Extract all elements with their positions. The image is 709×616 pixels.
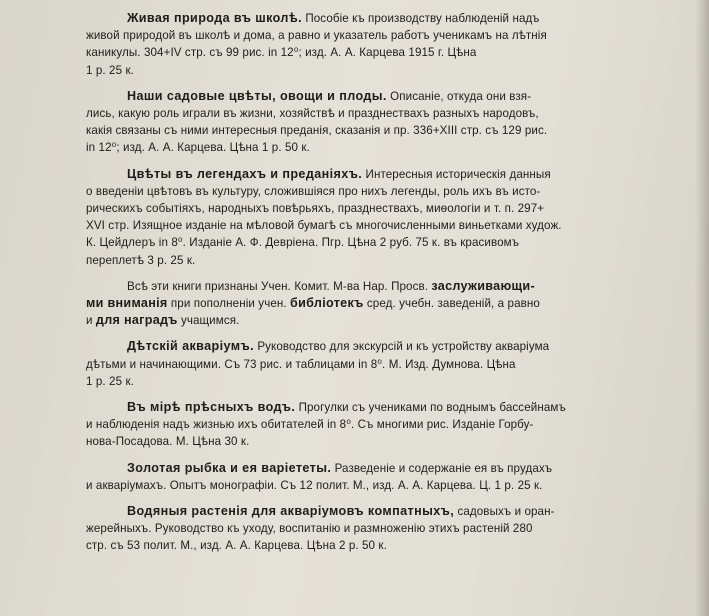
book-entry-detskiy-akvarium — [86, 338, 683, 390]
book-title: Живая природа въ школѣ. — [127, 11, 302, 25]
book-description: рическихъ событіяхъ, народныхъ повѣрьяхъ, празднествахъ, миѳологіи и т. п. 297+ — [86, 202, 545, 216]
book-title: Цвѣты въ легендахъ и преданіяхъ. — [127, 166, 363, 181]
book-description: Разведеніе и содержаніе ея въ прудахъ — [334, 461, 553, 475]
approval-text: сред. учебн. заведеній, а равно — [366, 297, 540, 311]
book-title: Въ мірѣ прѣсныхъ водъ. — [127, 400, 296, 415]
approval-text: и — [86, 314, 93, 328]
book-description: о введеніи цвѣтовъ въ культуру, сложившіяся про нихъ легенды, роль ихъ въ исто- — [86, 184, 541, 198]
approval-emphasis: библіотекъ — [290, 296, 364, 311]
book-description: жерейныхъ. Руководство къ уходу, воспитанію и размноженію этихъ растеній 280 — [86, 522, 533, 536]
approval-text: при пополненіи учен. — [170, 297, 287, 311]
book-description: К. Цейдлеръ in 8⁰. Изданіе А. Ф. Девріена. Пгр. Цѣна 2 руб. 75 к. въ красивомъ — [86, 236, 520, 250]
book-entry-zolotaya-rybka — [86, 460, 683, 494]
book-price: 1 р. 25 к. — [86, 63, 134, 77]
approval-text: Всѣ эти книги признаны Учен. Комит. М-ва Нар. Просв. — [127, 279, 429, 293]
book-price: in 12⁰; изд. А. А. Карцева. Цѣна 1 р. 50 к. — [86, 141, 310, 155]
book-description: XVI стр. Изящное изданіе на мѣловой бумагѣ съ многочисленными виньетками худож. — [86, 219, 562, 233]
book-description: садовыхъ и оран- — [457, 505, 555, 519]
book-entry-tsvety-v-legendakh — [86, 166, 683, 269]
book-description: и акваріумахъ. Опытъ монографіи. Съ 12 полит. М., изд. А. А. Карцева. Ц. 1 р. 25 к. — [86, 478, 543, 492]
book-price: нова-Посадова. М. Цѣна 30 к. — [86, 435, 250, 449]
book-description: Пособіе къ производству наблюденій надъ — [305, 12, 540, 25]
book-description: живой природой въ школѣ и дома, а равно и указатель работъ ученикамъ на лѣтнія — [86, 29, 547, 43]
approval-emphasis: ми вниманія — [86, 296, 168, 311]
book-title: Водяныя растенія для акваріумовъ компатныхъ, — [127, 504, 455, 519]
book-title: Дѣтскій акваріумъ. — [127, 339, 254, 354]
book-entry-sadovye-tsvety — [86, 88, 683, 157]
approval-text: учащимся. — [180, 314, 240, 328]
book-entry-v-mire-presnykh-vod — [86, 399, 683, 451]
book-price: переплетѣ 3 р. 25 к. — [86, 253, 196, 267]
book-description: Интересныя историческія данныя — [365, 167, 551, 181]
book-description: Описаніе, откуда они взя- — [390, 89, 532, 103]
book-price: 1 р. 25 к. — [86, 374, 134, 388]
book-price: стр. съ 53 полит. М., изд. А. А. Карцева. Цѣна 2 р. 50 к. — [86, 539, 387, 553]
book-title: Наши садовые цвѣты, овощи и плоды. — [127, 88, 387, 103]
book-description: дѣтьми и начинающими. Съ 73 рис. и таблицами in 8⁰. М. Изд. Думнова. Цѣна — [86, 357, 516, 371]
book-entry-vodyanye-rasteniya — [86, 503, 683, 555]
book-description: лись, какую роль играли въ жизни, хозяйствѣ и празднествахъ разныхъ народовъ, — [86, 107, 539, 121]
approval-note — [86, 278, 683, 330]
book-description: Руководство для экскурсій и къ устройству акваріума — [257, 340, 550, 354]
book-description: каникулы. 304+IV стр. съ 99 рис. in 12⁰; изд. А. А. Карцева 1915 г. Цѣна — [86, 46, 477, 60]
book-title: Золотая рыбка и ея варіететы. — [127, 460, 332, 475]
book-entry-zhivaya-priroda — [86, 10, 683, 79]
approval-emphasis: для наградъ — [95, 313, 178, 328]
book-description: и наблюденія надъ жизнью ихъ обитателей in 8⁰. Съ многими рис. Изданіе Горбу- — [86, 418, 534, 432]
book-description: Прогулки съ учениками по воднымъ бассейнамъ — [298, 401, 566, 415]
approval-emphasis: заслуживающи- — [431, 278, 535, 293]
book-description: какія связаны съ ними интересныя преданія, сказанія и пр. 336+XIII стр. съ 129 рис. — [86, 124, 548, 138]
